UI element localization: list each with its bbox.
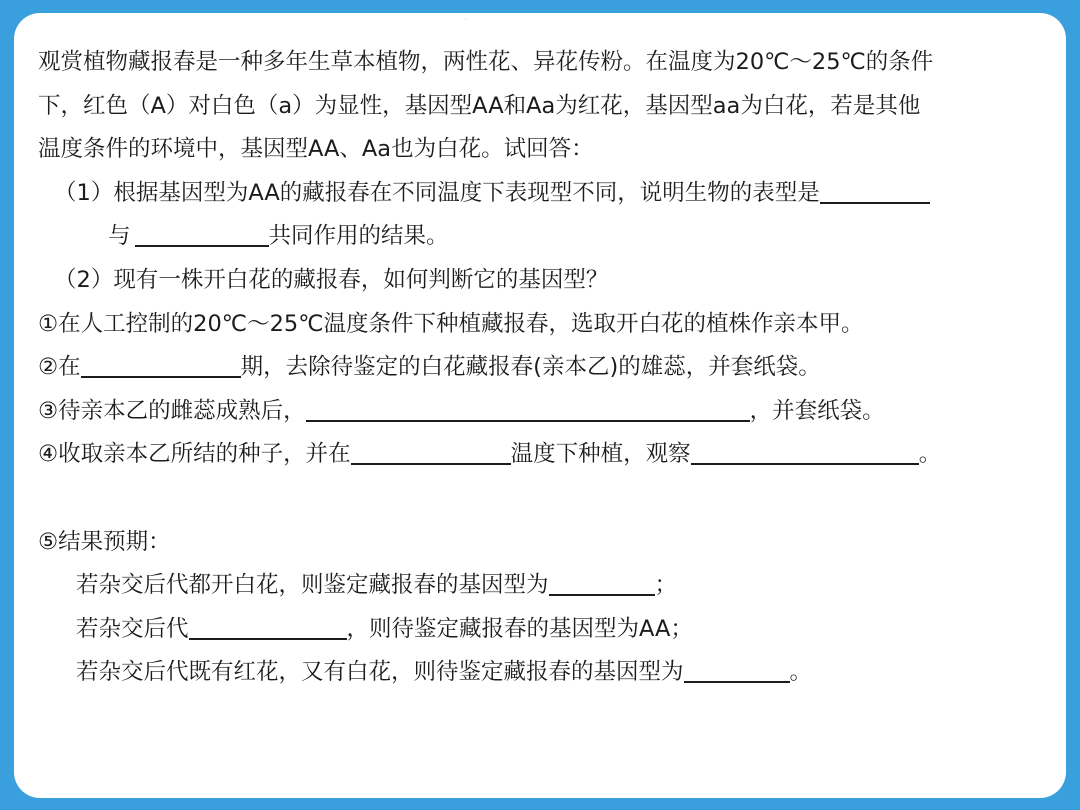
q2-step3: [38, 390, 1048, 434]
intro-line-3: 温度条件的环境中，基因型AA、Aa也为白花。试回答：: [38, 136, 594, 163]
spacer: [38, 477, 1048, 521]
step3-pre: ③待亲本乙的雌蕊成熟后，: [38, 397, 306, 424]
res2-pre: 若杂交后代: [76, 615, 189, 642]
step4-blank-2: [691, 433, 919, 465]
q1-blank-2: [135, 215, 269, 247]
step4-post: 。: [918, 441, 942, 468]
watermark: ·: [462, 12, 469, 27]
question-content: [38, 41, 1048, 695]
q1-line-1: [38, 172, 1048, 216]
res1-post: ；: [654, 572, 678, 599]
res3-pre: 若杂交后代既有红花，又有白花，则待鉴定藏报春的基因型为: [76, 659, 684, 686]
step4-mid: 温度下种植，观察: [510, 441, 691, 468]
step2-blank: [81, 346, 241, 378]
result-1: [38, 564, 1048, 608]
step4-blank-1: [351, 433, 511, 465]
res3-blank: [684, 651, 790, 683]
q2-step4: [38, 433, 1048, 477]
res3-post: 。: [789, 659, 813, 686]
q2-step1: ①在人工控制的20℃～25℃温度条件下种植藏报春，选取开白花的植株作亲本甲。: [38, 310, 864, 337]
res2-post: ，则待鉴定藏报春的基因型为AA；: [346, 615, 693, 642]
q1-line-2: [38, 215, 1048, 259]
q1-line2-post: 共同作用的结果。: [268, 223, 449, 250]
q1-blank-1: [820, 172, 930, 204]
q1-text: （1）根据基因型为AA的藏报春在不同温度下表现型不同，说明生物的表型是: [54, 179, 820, 206]
res1-pre: 若杂交后代都开白花，则鉴定藏报春的基因型为: [76, 572, 549, 599]
step4-pre: ④收取亲本乙所结的种子，并在: [38, 441, 351, 468]
result-2: [38, 608, 1048, 652]
intro-line-2: 下，红色（A）对白色（a）为显性，基因型AA和Aa为红花，基因型aa为白花，若是其他: [38, 92, 921, 119]
result-3: [38, 651, 1048, 695]
step2-post: 期，去除待鉴定的白花藏报春(亲本乙)的雄蕊，并套纸袋。: [240, 354, 821, 381]
step3-blank: [306, 390, 750, 422]
intro-line-1: 观赏植物藏报春是一种多年生草本植物，两性花、异花传粉。在温度为20℃～25℃的条件: [38, 49, 934, 75]
q2-step2: [38, 346, 1048, 390]
res2-blank: [189, 608, 347, 640]
question-card: [14, 13, 1066, 798]
q1-line2-pre: 与: [108, 223, 131, 250]
q2-title: （2）现有一株开白花的藏报春，如何判断它的基因型？: [54, 266, 609, 293]
res1-blank: [549, 564, 655, 596]
step2-pre: ②在: [38, 354, 81, 381]
step3-post: ，并套纸袋。: [749, 397, 885, 424]
q2-step5-title: ⑤结果预期：: [38, 528, 171, 555]
